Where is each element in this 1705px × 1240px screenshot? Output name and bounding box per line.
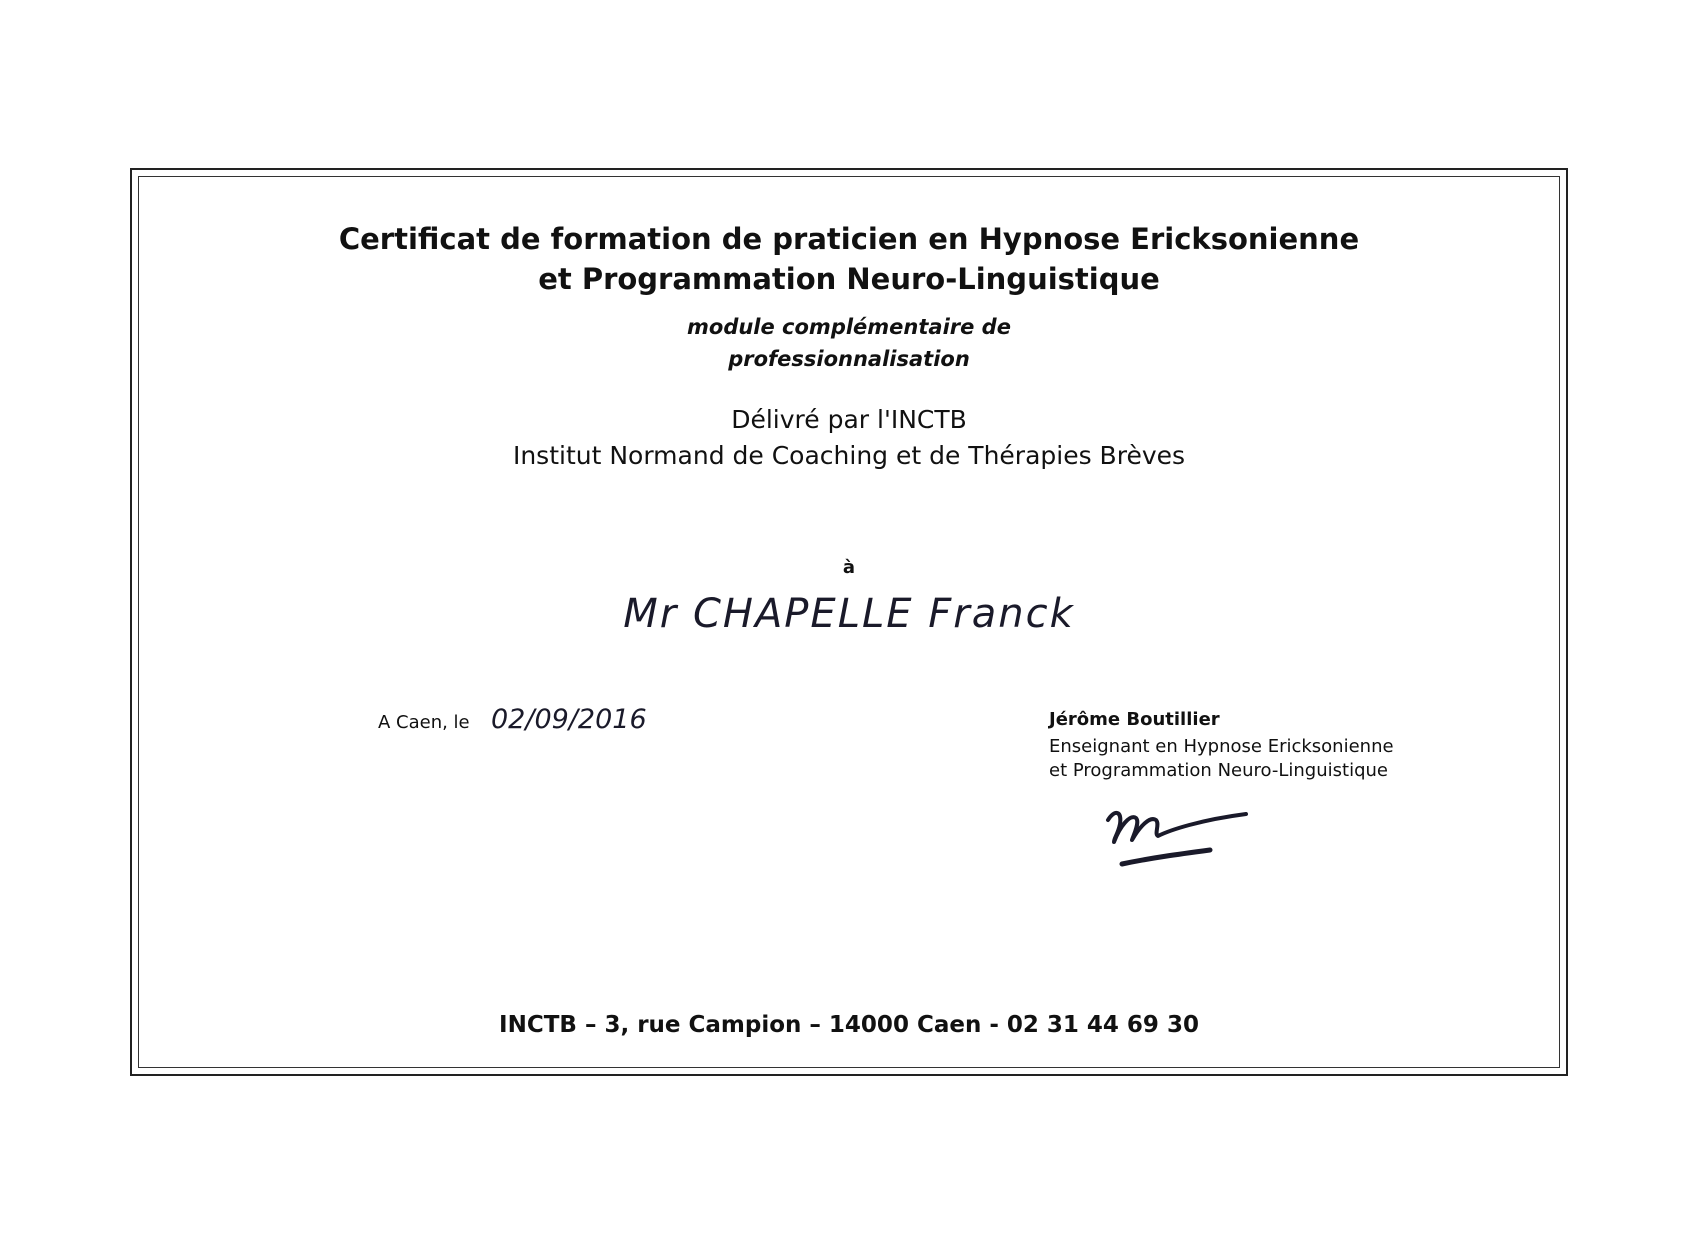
module-line1: module complémentaire de [687, 315, 1011, 339]
certificate-title-line2: et Programmation Neuro-Linguistique [538, 262, 1160, 296]
certificate-title-line1: Certificat de formation de praticien en Hypnose Ericksonienne [338, 222, 1360, 256]
issued-by: Délivré par l'INCTB [731, 405, 967, 434]
signer-role-line1: Enseignant en Hypnose Ericksonienne [1049, 736, 1394, 757]
handwritten-signature [1100, 800, 1250, 872]
signer-name: Jérôme Boutillier [1049, 709, 1220, 730]
institute-name: Institut Normand de Coaching et de Thérapies Brèves [512, 441, 1186, 470]
institute-address-footer: INCTB – 3, rue Campion – 14000 Caen - 02 31 44 69 30 [499, 1012, 1199, 1038]
signer-role-line2: et Programmation Neuro-Linguistique [1049, 760, 1388, 781]
module-line2: professionnalisation [728, 347, 970, 371]
place-label: A Caen, le [378, 712, 470, 733]
issue-date: 02/09/2016 [491, 704, 647, 735]
recipient-name: Mr CHAPELLE Franck [623, 591, 1075, 637]
to-word: à [842, 557, 856, 578]
